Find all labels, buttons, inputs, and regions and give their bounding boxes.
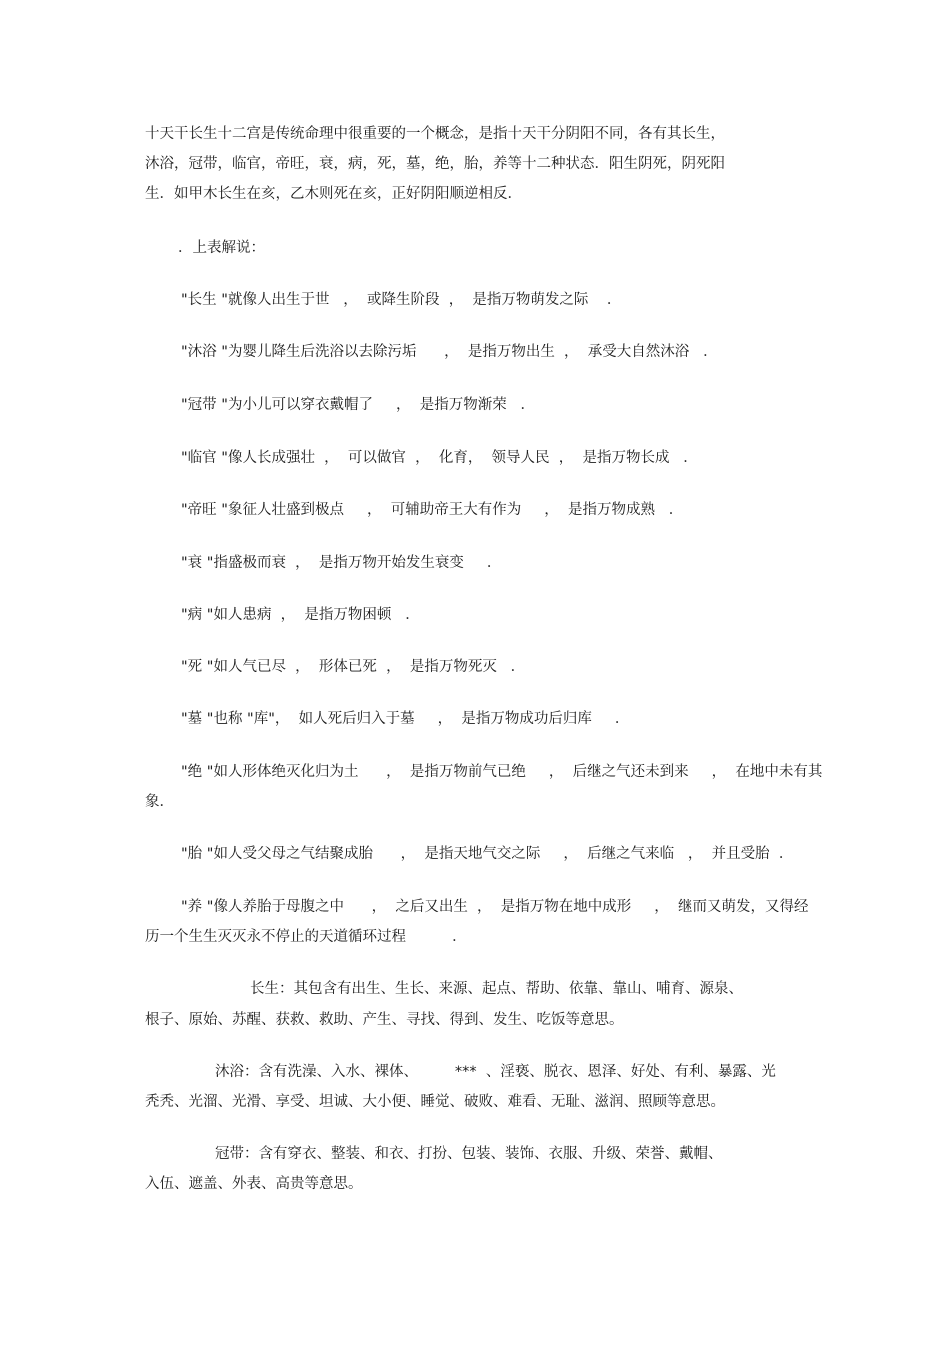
explanation-si: "死 "如人气已尽 ， 形体已死 ， 是指万物死灭 ． (181, 659, 526, 675)
intro-line-1: 十天干长生十二宫是传统命理中很重要的一个概念，是指十天干分阴阳不同，各有其长生， (145, 126, 725, 142)
explanation-linguan: "临官 "像人长成强壮 ， 可以做官 ， 化育， 领导人民 ， 是指万物长成 ． (181, 450, 698, 466)
section-heading: ．上表解说： (178, 240, 265, 256)
explanation-changsheng: "长生 "就像人出生于世 ， 或降生阶段 ， 是指万物萌发之际 ． (181, 292, 622, 308)
explanation-mu: "墓 "也称 "库"， 如人死后归入于墓 ， 是指万物成功后归库 ． (181, 711, 630, 727)
meaning-guandai-line-1: 冠带：含有穿衣、整装、和衣、打扮、包装、装饰、衣服、升级、荣誉、戴帽、 (215, 1146, 723, 1162)
meaning-muyu-line-1: 沐浴：含有洗澡、入水、裸体、 *** 、淫亵、脱衣、恩泽、好处、有利、暴露、光 (215, 1064, 776, 1080)
intro-line-2: 沐浴，冠带，临官，帝旺，衰，病，死，墓，绝，胎，养等十二种状态．阳生阴死，阴死阳 (145, 156, 725, 172)
meaning-guandai-line-2: 入伍、遮盖、外表、高贵等意思。 (145, 1176, 363, 1192)
meaning-changsheng-line-2: 根子、原始、苏醒、获救、救助、产生、寻找、得到、发生、吃饭等意思。 (145, 1012, 624, 1028)
intro-line-3: 生．如甲木长生在亥，乙木则死在亥，正好阴阳顺逆相反． (145, 186, 522, 202)
explanation-yang-line-2: 历一个生生灭灭永不停止的天道循环过程 ． (145, 929, 467, 945)
explanation-guandai: "冠带 "为小儿可以穿衣戴帽了 ， 是指万物渐荣 ． (181, 397, 536, 413)
meaning-changsheng-line-1: 长生：其包含有出生、生长、来源、起点、帮助、依靠、靠山、哺育、源泉、 (250, 981, 743, 997)
explanation-jue-line-1: "绝 "如人形体绝灭化归为土 ， 是指万物前气已绝 ， 后继之气还未到来 ， 在地中未有其 (181, 764, 823, 780)
explanation-yang-line-1: "养 "像人养胎于母腹之中 ， 之后又出生 ， 是指万物在地中成形 ， 继而又萌发，又得经 (181, 899, 809, 915)
explanation-bing: "病 "如人患病 ， 是指万物困顿 ． (181, 607, 420, 623)
explanation-tai: "胎 "如人受父母之气结聚成胎 ， 是指天地气交之际 ， 后继之气来临 ， 并且受胎 ． (181, 846, 794, 862)
explanation-jue-line-2: 象． (145, 794, 174, 810)
explanation-diwang: "帝旺 "象征人壮盛到极点 ， 可辅助帝王大有作为 ， 是指万物成熟 ． (181, 502, 684, 518)
explanation-shuai: "衰 "指盛极而衰 ， 是指万物开始发生衰变 ． (181, 555, 502, 571)
meaning-muyu-line-2: 秃秃、光溜、光滑、享受、坦诚、大小便、睡觉、破败、难看、无耻、滋润、照顾等意思。 (145, 1094, 725, 1110)
explanation-muyu: "沐浴 "为婴儿降生后洗浴以去除污垢 ， 是指万物出生 ， 承受大自然沐浴 ． (181, 344, 718, 360)
